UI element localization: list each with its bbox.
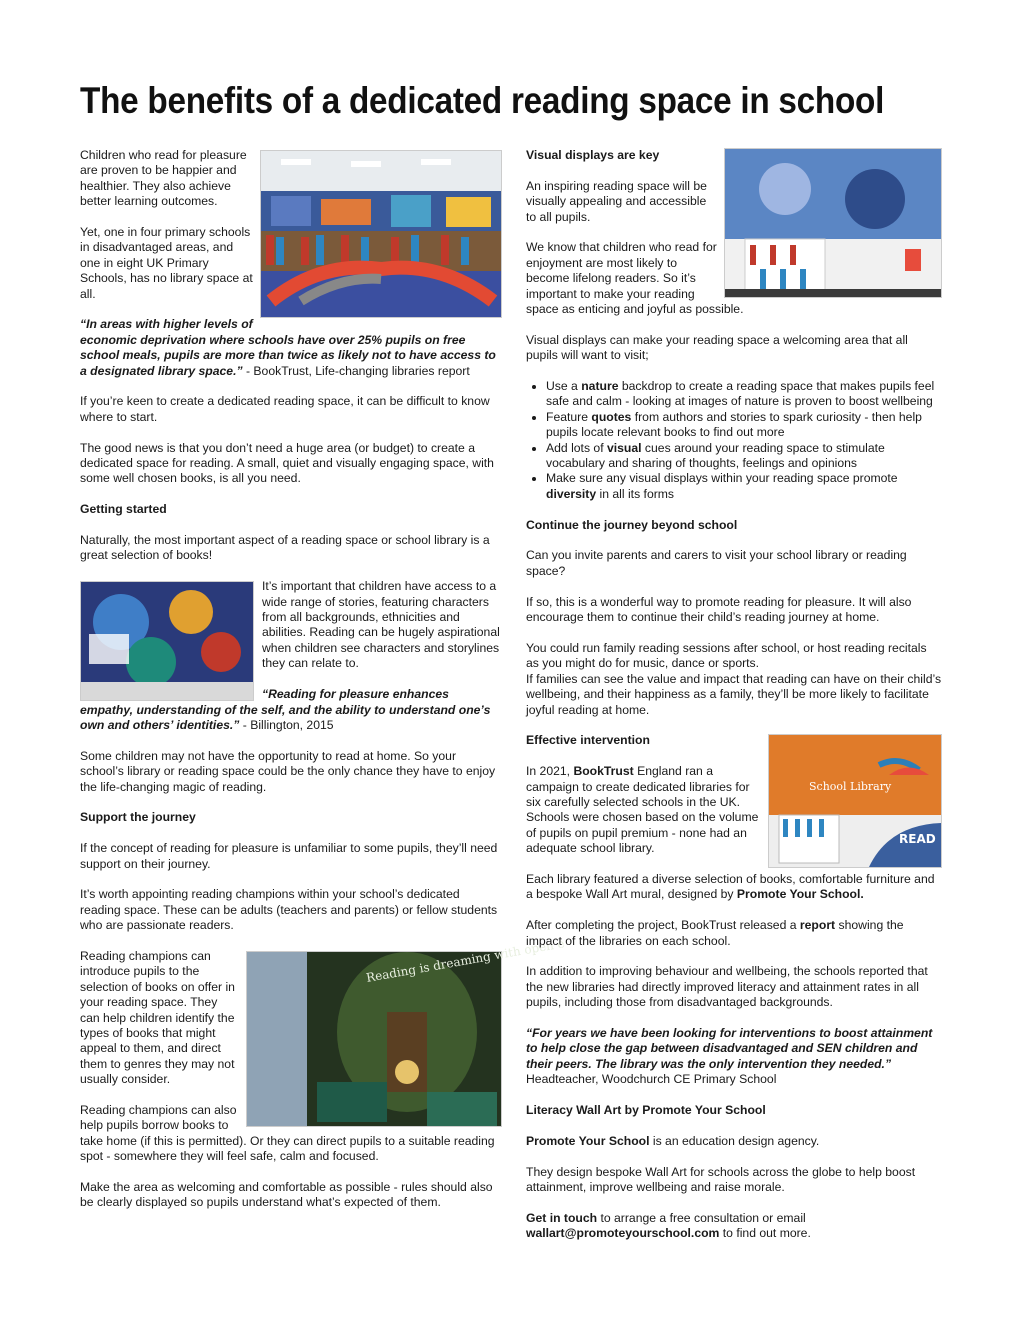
paragraph-welcoming: Make the area as welcoming and comfortable as possible - rules should also be clearly displayed so pupils understand what’s expected of them. xyxy=(80,1179,493,1210)
school-library-photo xyxy=(768,734,942,868)
bullet-nature: • Use a nature backdrop to create a reading space that makes pupils feel safe and calm - looking at images of nature is proven to boost wellbeing xyxy=(546,379,942,410)
email-link[interactable]: wallart@promoteyourschool.com xyxy=(526,1226,720,1241)
heading-continue-journey: Continue the journey beyond school xyxy=(526,517,738,532)
heading-effective-intervention: Effective intervention xyxy=(526,733,650,748)
paragraph-family: You could run family reading sessions after school, or host reading recitals as you might do for music, dance or sports. If families can see the value and impact that reading can have on their child’s wellbeing, and their happiness as a family, they’ll be more likely to facilitate joyful reading at home. xyxy=(526,640,942,717)
quote-source: Headteacher, Woodchurch CE Primary School xyxy=(526,1072,777,1087)
visual-bullets xyxy=(526,379,942,502)
forest-mural-photo xyxy=(246,936,566,1127)
library-photo-1 xyxy=(260,150,502,318)
paragraph-naturally: Naturally, the most important aspect of a reading space or school library is a great selection of books! xyxy=(80,533,490,563)
quote-text: “In areas with higher levels of economic deprivation where schools have over 25% pupils on free school meals, pupils are more than twice as likely not to have access to a designated library space.” xyxy=(80,317,496,378)
paragraph-unfamiliar: If the concept of reading for pleasure is unfamiliar to some pupils, they’ll need support on their journey. xyxy=(80,841,498,871)
paragraph-invite: Can you invite parents and carers to visit your school library or reading space? xyxy=(526,548,907,578)
quote-booktrust xyxy=(80,317,502,379)
bullet-diversity: • Make sure any visual displays within your reading space promote diversity in all its forms xyxy=(546,471,942,502)
paragraph-champions-1: Reading champions can introduce pupils to the selection of books on offer in your reading space. They can help children identify the types of books that might appeal to them, and direct them to genres they may not usually consider. xyxy=(80,948,235,1087)
paragraph-inspiring: An inspiring reading space will be visually appealing and accessible to all pupils. xyxy=(526,178,707,224)
paragraph-each-library: Each library featured a diverse selection of books, comfortable furniture and a bespoke Wall Art mural, designed by Promote Your School. xyxy=(526,871,935,902)
mural-school-library: School Library xyxy=(809,780,892,794)
quote-headteacher xyxy=(526,1026,942,1088)
get-in-touch-link[interactable]: Get in touch xyxy=(526,1210,598,1225)
mural-text: Reading is dreaming with open e xyxy=(365,936,566,985)
paragraph-some-children: Some children may not have the opportunity to read at home. So your school’s library or reading space could be the only chance they have to enjoy the life-changing magic of reading. xyxy=(80,748,496,794)
paragraph-visual-welcome: Visual displays can make your reading space a welcoming area that all pupils will want to visit; xyxy=(526,332,908,363)
heading-literacy-wall-art: Literacy Wall Art by Promote Your School xyxy=(526,1102,766,1117)
quote-source: - Billington, 2015 xyxy=(239,717,334,732)
paragraph-addition: In addition to improving behaviour and wellbeing, the schools reported that the new libraries had directly improved literacy and attainment rates in all pupils, including those from disadvantaged backgrounds. xyxy=(526,964,928,1010)
intro-paragraph-1: Children who read for pleasure are proven to be happier and healthier. They also achieve better learning outcomes. xyxy=(80,148,247,209)
bullet-quotes: • Feature quotes from authors and stories to spark curiosity - then help pupils locate relevant books to find out more xyxy=(546,410,942,441)
paragraph-important: It’s important that children have access to a wide range of stories, featuring characters from all backgrounds, ethnicities and abilities. Reading can be hugely aspirational when children see characters and storylines they can relate to. xyxy=(262,579,500,671)
bullet-visual: • Add lots of visual cues around your reading space to stimulate vocabulary and sharing of thoughts, feelings and opinions xyxy=(546,441,942,472)
paragraph-design: They design bespoke Wall Art for schools across the globe to help boost attainment, improve wellbeing and raise morale. xyxy=(526,1164,916,1194)
quote-text: “For years we have been looking for interventions to boost attainment to help close the gap between disadvantaged and SEN children and their peers. The library was the only intervention they needed.” xyxy=(526,1025,933,1071)
visual-display-photo xyxy=(724,148,942,298)
paragraph-worth: It’s worth appointing reading champions within your school’s dedicated reading space. These can be adults (teachers and parents) or fellow students who are passionate readers. xyxy=(80,887,498,933)
paragraph-know: We know that children who read for enjoyment are most likely to become lifelong readers. So it’s important to make your reading space as enticing and joyful as possible. xyxy=(526,240,744,317)
mural-photo-2 xyxy=(80,581,254,701)
paragraph-champions-2: Reading champions can also help pupils borrow books to take home (if this is permitted). Or they can direct pupils to a suitable reading spot - somewhere they will feel safe, calm and focused. xyxy=(80,1102,495,1164)
paragraph-2021: In 2021, BookTrust England ran a campaign to create dedicated libraries for six carefully selected schools in the UK. Schools were chosen based on the volume of pupils on pupil premium - none had an adequate school library. xyxy=(526,764,759,856)
heading-getting-started: Getting started xyxy=(80,502,167,517)
intro-paragraph-2: Yet, one in four primary schools in disadvantaged areas, and one in eight UK Primary Schools, has no library space at all. xyxy=(80,225,253,301)
mural-read: READ xyxy=(899,832,936,847)
page-title: The benefits of a dedicated reading space in school xyxy=(80,80,885,121)
paragraph-good-news: The good news is that you don’t need a huge area (or budget) to create a dedicated space for reading. A small, quiet and visually engaging space, with some well chosen books, is all you need. xyxy=(80,440,494,486)
heading-visual-displays: Visual displays are key xyxy=(526,148,660,162)
paragraph-wonderful: If so, this is a wonderful way to promote reading for pleasure. It will also encourage them to continue their child’s reading journey at home. xyxy=(526,594,912,625)
paragraph-pys: Promote Your School is an education design agency. xyxy=(526,1133,820,1148)
quote-text: “Reading for pleasure enhances empathy, understanding of the self, and the ability to understand one’s own and others’ identities.” xyxy=(80,687,491,732)
paragraph-after: After completing the project, BookTrust released a report showing the impact of the libraries on each school. xyxy=(526,918,904,948)
report-link[interactable]: report xyxy=(799,918,836,933)
paragraph-keen: If you’re keen to create a dedicated reading space, it can be difficult to know where to start. xyxy=(80,394,490,424)
heading-support-journey: Support the journey xyxy=(80,810,196,825)
paragraph-get-in-touch: Get in touch to arrange a free consultation or email wallart@promoteyourschool.com to find out more. xyxy=(526,1210,811,1241)
quote-source: - BookTrust, Life-changing libraries report xyxy=(242,363,470,378)
right-column xyxy=(526,148,942,1257)
